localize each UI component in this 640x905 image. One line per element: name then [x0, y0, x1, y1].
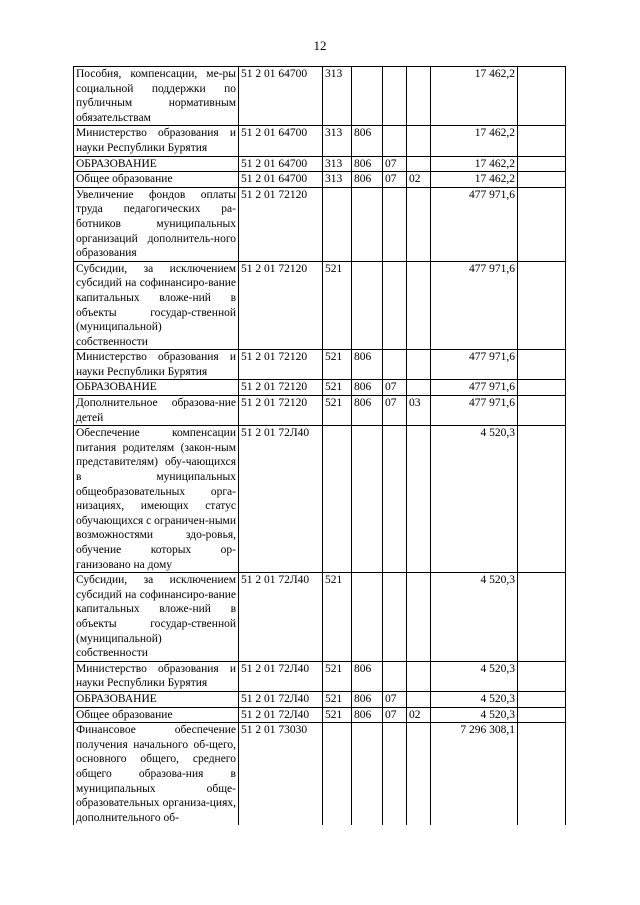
empty-cell — [518, 573, 566, 662]
section-code-cell — [383, 261, 407, 350]
empty-cell — [518, 723, 566, 826]
subsection-code-cell — [407, 350, 431, 380]
row-name-cell: Министерство образования и науки Республики Бурятия — [74, 350, 239, 380]
table-row — [74, 723, 566, 826]
table-row — [74, 707, 566, 723]
target-code-cell: 51 2 01 64700 — [239, 172, 323, 188]
table-row — [74, 661, 566, 691]
expense-type-cell: 521 — [323, 261, 352, 350]
empty-cell — [518, 426, 566, 573]
expense-type-cell: 521 — [323, 350, 352, 380]
department-code-cell: 806 — [352, 661, 383, 691]
section-code-cell — [383, 126, 407, 156]
empty-cell — [518, 661, 566, 691]
row-name-cell: ОБРАЗОВАНИЕ — [74, 691, 239, 707]
table-row — [74, 126, 566, 156]
table-row — [74, 426, 566, 573]
expense-type-cell — [323, 187, 352, 261]
expense-type-cell — [323, 426, 352, 573]
target-code-cell: 51 2 01 72120 — [239, 350, 323, 380]
department-code-cell — [352, 187, 383, 261]
section-code-cell: 07 — [383, 380, 407, 396]
subsection-code-cell: 03 — [407, 396, 431, 426]
section-code-cell — [383, 661, 407, 691]
row-name-cell: Увеличение фондов оплаты труда педагогических ра-ботников муниципальных организаций дополнитель-ного образования — [74, 187, 239, 261]
empty-cell — [518, 187, 566, 261]
amount-cell: 477 971,6 — [431, 396, 518, 426]
section-code-cell — [383, 187, 407, 261]
target-code-cell: 51 2 01 64700 — [239, 126, 323, 156]
row-name-cell: Дополнительное образова-ние детей — [74, 396, 239, 426]
department-code-cell: 806 — [352, 172, 383, 188]
row-name-cell: Обеспечение компенсации питания родителям (закон-ным представителям) обу-чающихся в муниципальных общеобразовательных орга-низациях, имеющих статус обучающихся с ограничен-ными возможностями здо-ровья, обучение которых ор-ганизовано на дому — [74, 426, 239, 573]
department-code-cell — [352, 573, 383, 662]
target-code-cell: 51 2 01 72Л40 — [239, 691, 323, 707]
table-row — [74, 261, 566, 350]
section-code-cell: 07 — [383, 172, 407, 188]
department-code-cell: 806 — [352, 156, 383, 172]
table-row — [74, 691, 566, 707]
amount-cell: 17 462,2 — [431, 156, 518, 172]
subsection-code-cell — [407, 261, 431, 350]
expense-type-cell: 313 — [323, 156, 352, 172]
subsection-code-cell: 02 — [407, 707, 431, 723]
section-code-cell — [383, 350, 407, 380]
subsection-code-cell — [407, 723, 431, 826]
amount-cell: 477 971,6 — [431, 187, 518, 261]
table-row — [74, 187, 566, 261]
target-code-cell: 51 2 01 72120 — [239, 396, 323, 426]
page-number: 12 — [313, 38, 327, 53]
target-code-cell: 51 2 01 72Л40 — [239, 707, 323, 723]
target-code-cell: 51 2 01 72Л40 — [239, 573, 323, 662]
expense-type-cell: 313 — [323, 67, 352, 126]
table-row — [74, 380, 566, 396]
amount-cell: 4 520,3 — [431, 573, 518, 662]
row-name-cell: Субсидии, за исключением субсидий на софинансиро-вание капитальных вложе-ний в объекты государ-ственной (муниципальной) собственности — [74, 573, 239, 662]
target-code-cell: 51 2 01 64700 — [239, 67, 323, 126]
section-code-cell: 07 — [383, 707, 407, 723]
section-code-cell: 07 — [383, 691, 407, 707]
table-row — [74, 172, 566, 188]
department-code-cell: 806 — [352, 380, 383, 396]
expense-type-cell: 521 — [323, 396, 352, 426]
empty-cell — [518, 261, 566, 350]
department-code-cell: 806 — [352, 350, 383, 380]
department-code-cell — [352, 261, 383, 350]
target-code-cell: 51 2 01 72120 — [239, 187, 323, 261]
section-code-cell — [383, 67, 407, 126]
subsection-code-cell — [407, 380, 431, 396]
amount-cell: 4 520,3 — [431, 661, 518, 691]
amount-cell: 477 971,6 — [431, 380, 518, 396]
section-code-cell — [383, 426, 407, 573]
department-code-cell: 806 — [352, 691, 383, 707]
department-code-cell — [352, 426, 383, 573]
subsection-code-cell — [407, 156, 431, 172]
subsection-code-cell — [407, 187, 431, 261]
expense-type-cell: 521 — [323, 661, 352, 691]
row-name-cell: ОБРАЗОВАНИЕ — [74, 380, 239, 396]
row-name-cell: Министерство образования и науки Республики Бурятия — [74, 661, 239, 691]
budget-table — [73, 66, 566, 825]
row-name-cell: Общее образование — [74, 172, 239, 188]
department-code-cell: 806 — [352, 707, 383, 723]
target-code-cell: 51 2 01 73030 — [239, 723, 323, 826]
row-name-cell: Министерство образования и науки Республики Бурятия — [74, 126, 239, 156]
expense-type-cell: 521 — [323, 573, 352, 662]
section-code-cell — [383, 573, 407, 662]
table-row — [74, 67, 566, 126]
expense-type-cell: 521 — [323, 707, 352, 723]
table-row — [74, 350, 566, 380]
subsection-code-cell — [407, 573, 431, 662]
table-row — [74, 396, 566, 426]
amount-cell: 17 462,2 — [431, 67, 518, 126]
department-code-cell: 806 — [352, 126, 383, 156]
section-code-cell: 07 — [383, 156, 407, 172]
target-code-cell: 51 2 01 64700 — [239, 156, 323, 172]
subsection-code-cell — [407, 67, 431, 126]
amount-cell: 477 971,6 — [431, 350, 518, 380]
empty-cell — [518, 172, 566, 188]
row-name-cell: Финансовое обеспечение получения начального об-щего, основного общего, среднего общего образова-ния в муниципальных обще-образовательных организа-циях, дополнительного об- — [74, 723, 239, 826]
department-code-cell — [352, 723, 383, 826]
amount-cell: 4 520,3 — [431, 691, 518, 707]
empty-cell — [518, 350, 566, 380]
amount-cell: 7 296 308,1 — [431, 723, 518, 826]
amount-cell: 477 971,6 — [431, 261, 518, 350]
target-code-cell: 51 2 01 72Л40 — [239, 426, 323, 573]
empty-cell — [518, 380, 566, 396]
empty-cell — [518, 396, 566, 426]
target-code-cell: 51 2 01 72Л40 — [239, 661, 323, 691]
expense-type-cell — [323, 723, 352, 826]
row-name-cell: Пособия, компенсации, ме-ры социальной поддержки по публичным нормативным обязательствам — [74, 67, 239, 126]
expense-type-cell: 313 — [323, 126, 352, 156]
target-code-cell: 51 2 01 72120 — [239, 261, 323, 350]
subsection-code-cell — [407, 126, 431, 156]
amount-cell: 4 520,3 — [431, 426, 518, 573]
expense-type-cell: 521 — [323, 380, 352, 396]
row-name-cell: ОБРАЗОВАНИЕ — [74, 156, 239, 172]
section-code-cell: 07 — [383, 396, 407, 426]
amount-cell: 17 462,2 — [431, 172, 518, 188]
row-name-cell: Общее образование — [74, 707, 239, 723]
subsection-code-cell — [407, 426, 431, 573]
expense-type-cell: 313 — [323, 172, 352, 188]
empty-cell — [518, 156, 566, 172]
section-code-cell — [383, 723, 407, 826]
table-row — [74, 573, 566, 662]
table-row — [74, 156, 566, 172]
empty-cell — [518, 126, 566, 156]
row-name-cell: Субсидии, за исключением субсидий на софинансиро-вание капитальных вложе-ний в объекты государ-ственной (муниципальной) собственности — [74, 261, 239, 350]
department-code-cell: 806 — [352, 396, 383, 426]
table-body — [74, 67, 566, 826]
subsection-code-cell — [407, 691, 431, 707]
subsection-code-cell: 02 — [407, 172, 431, 188]
amount-cell: 4 520,3 — [431, 707, 518, 723]
department-code-cell — [352, 67, 383, 126]
expense-type-cell: 521 — [323, 691, 352, 707]
target-code-cell: 51 2 01 72120 — [239, 380, 323, 396]
empty-cell — [518, 67, 566, 126]
empty-cell — [518, 707, 566, 723]
subsection-code-cell — [407, 661, 431, 691]
empty-cell — [518, 691, 566, 707]
amount-cell: 17 462,2 — [431, 126, 518, 156]
